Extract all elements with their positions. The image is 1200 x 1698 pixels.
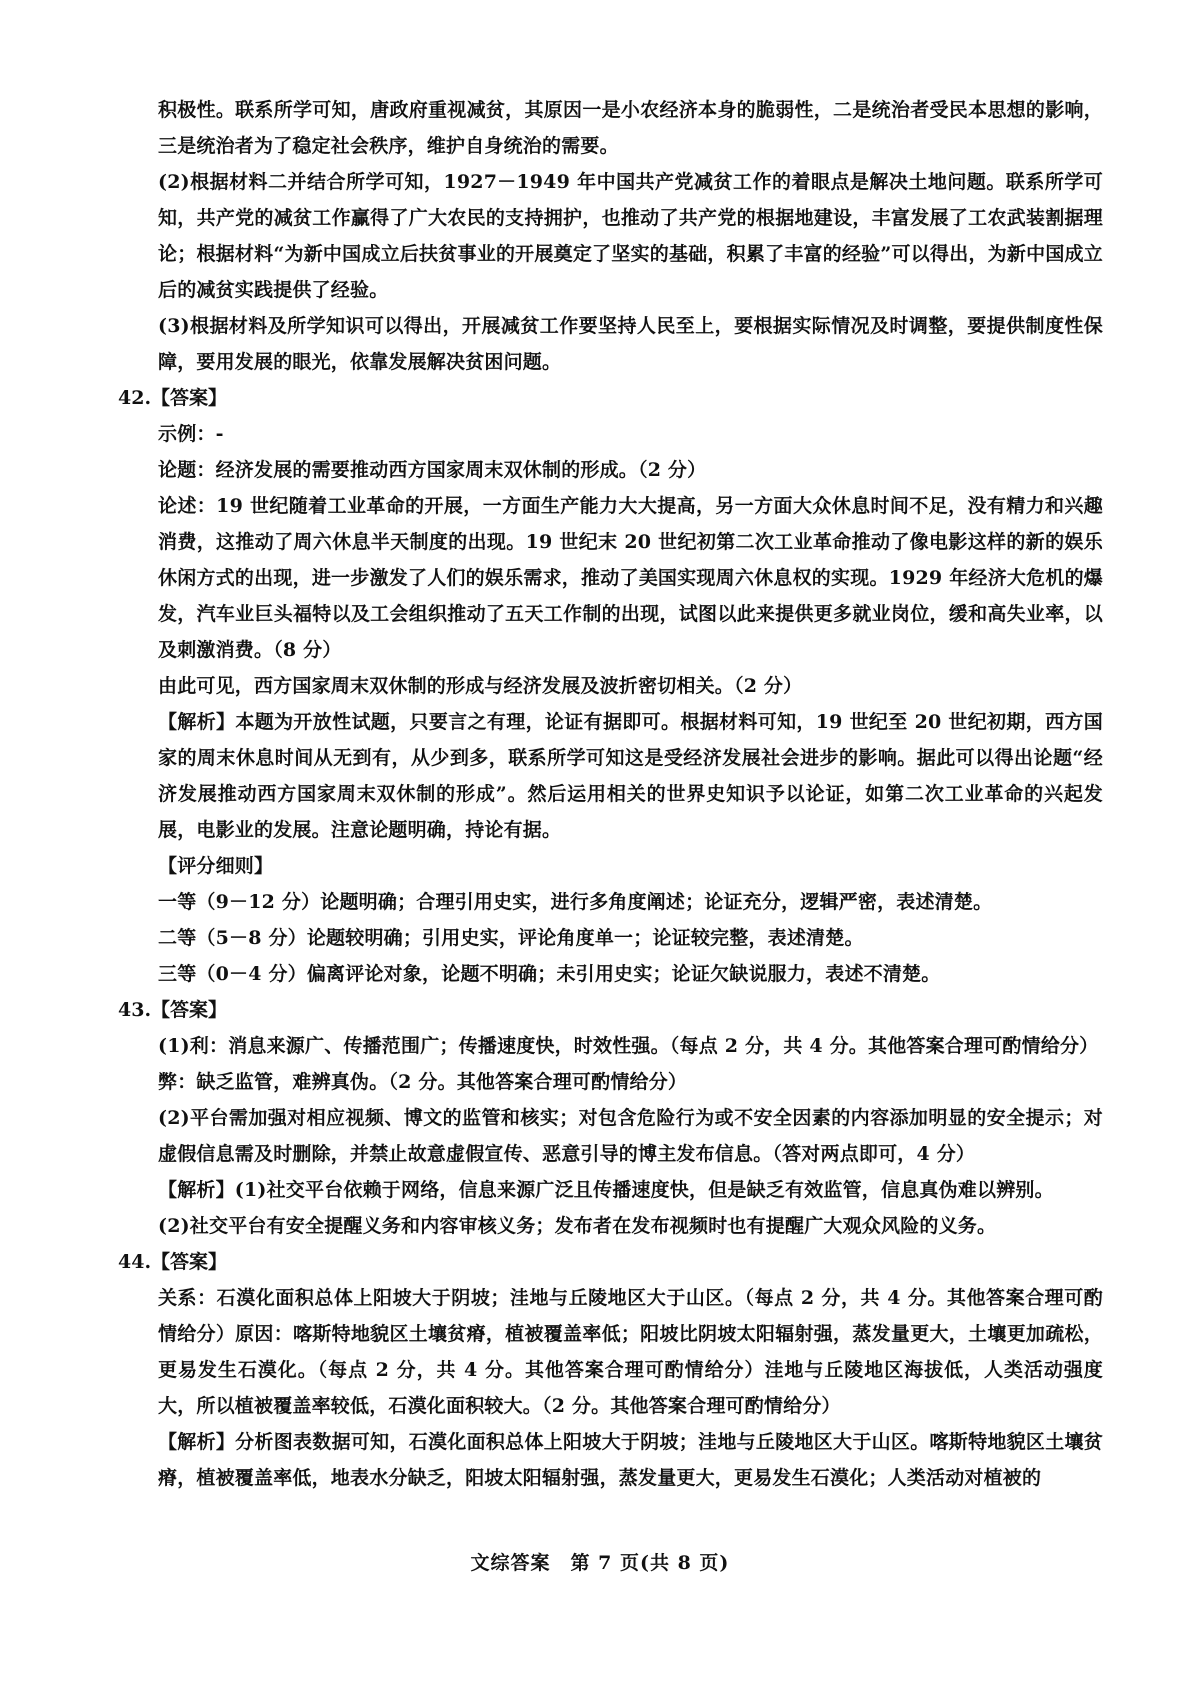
document-body	[118, 92, 1103, 1496]
answer-paragraph: 论题：经济发展的需要推动西方国家周末双休制的形成。（2 分）	[158, 459, 707, 481]
answer-paragraph: 三等（0－4 分）偏离评论对象，论题不明确；未引用史实；论证欠缺说服力，表述不清楚。	[158, 963, 941, 985]
answer-paragraph: (2)社交平台有安全提醒义务和内容审核义务；发布者在发布视频时也有提醒广大观众风险的义务。	[158, 1215, 997, 1237]
answer-paragraph: 【解析】分析图表数据可知，石漠化面积总体上阳坡大于阴坡；洼地与丘陵地区大于山区。喀斯特地貌区土壤贫瘠，植被覆盖率低，地表水分缺乏，阳坡太阳辐射强，蒸发量更大，更易发生石漠化；人类活动对植被的	[158, 1431, 1103, 1489]
answer-paragraph: (3)根据材料及所学知识可以得出，开展减贫工作要坚持人民至上，要根据实际情况及时调整，要提供制度性保障，要用发展的眼光，依靠发展解决贫困问题。	[158, 315, 1103, 373]
question-heading: 44.【答案】	[118, 1251, 228, 1273]
answer-paragraph: 关系：石漠化面积总体上阳坡大于阴坡；洼地与丘陵地区大于山区。（每点 2 分，共 4 分。其他答案合理可酌情给分）原因：喀斯特地貌区土壤贫瘠，植被覆盖率低；阳坡比阴坡太阳辐射强，蒸发量更大，土壤更加疏松，更易发生石漠化。（每点 2 分，共 4 分。其他答案合理可酌情给分）洼地与丘陵地区海拔低，人类活动强度大，所以植被覆盖率较低，石漠化面积较大。（2 分。其他答案合理可酌情给分）	[158, 1287, 1103, 1417]
answer-paragraph: 【解析】(1)社交平台依赖于网络，信息来源广泛且传播速度快，但是缺乏有效监管，信息真伪难以辨别。	[158, 1179, 1054, 1201]
answer-paragraph: 由此可见，西方国家周末双休制的形成与经济发展及波折密切相关。（2 分）	[158, 675, 803, 697]
answer-paragraph: 论述：19 世纪随着工业革命的开展，一方面生产能力大大提高，另一方面大众休息时间不足，没有精力和兴趣消费，这推动了周六休息半天制度的出现。19 世纪末 20 世纪初第二次工业革命推动了像电影这样的新的娱乐休闲方式的出现，进一步激发了人们的娱乐需求，推动了美国实现周六休息权的实现。1929 年经济大危机的爆发，汽车业巨头福特以及工会组织推动了五天工作制的出现，试图以此来提供更多就业岗位，缓和高失业率，以及刺激消费。（8 分）	[158, 495, 1103, 661]
page-footer: 文综答案 第 7 页(共 8 页)	[470, 1552, 730, 1574]
answer-paragraph: 积极性。联系所学可知，唐政府重视减贫，其原因一是小农经济本身的脆弱性，二是统治者受民本思想的影响，三是统治者为了稳定社会秩序，维护自身统治的需要。	[158, 99, 1103, 157]
answer-paragraph: 弊：缺乏监管，难辨真伪。（2 分。其他答案合理可酌情给分）	[158, 1071, 688, 1093]
answer-paragraph: 【解析】本题为开放性试题，只要言之有理，论证有据即可。根据材料可知，19 世纪至 20 世纪初期，西方国家的周末休息时间从无到有，从少到多，联系所学可知这是受经济发展社会进步的影响。据此可以得出论题“经济发展推动西方国家周末双休制的形成”。然后运用相关的世界史知识予以论证，如第二次工业革命的兴起发展，电影业的发展。注意论题明确，持论有据。	[158, 711, 1103, 841]
answer-paragraph: (2)根据材料二并结合所学可知，1927－1949 年中国共产党减贫工作的着眼点是解决土地问题。联系所学可知，共产党的减贫工作赢得了广大农民的支持拥护，也推动了共产党的根据地建设，丰富发展了工农武装割据理论；根据材料“为新中国成立后扶贫事业的开展奠定了坚实的基础，积累了丰富的经验”可以得出，为新中国成立后的减贫实践提供了经验。	[158, 171, 1103, 301]
answer-paragraph: (1)利：消息来源广、传播范围广；传播速度快，时效性强。（每点 2 分，共 4 分。其他答案合理可酌情给分）	[158, 1035, 1099, 1057]
question-heading: 43.【答案】	[118, 999, 228, 1021]
answer-paragraph: 【评分细则】	[158, 855, 274, 877]
answer-paragraph: (2)平台需加强对相应视频、博文的监管和核实；对包含危险行为或不安全因素的内容添加明显的安全提示；对虚假信息需及时删除，并禁止故意虚假宣传、恶意引导的博主发布信息。（答对两点即可，4 分）	[158, 1107, 1103, 1165]
answer-paragraph: 示例：-	[158, 423, 224, 445]
answer-paragraph: 二等（5－8 分）论题较明确；引用史实，评论角度单一；论证较完整，表述清楚。	[158, 927, 864, 949]
answer-paragraph: 一等（9－12 分）论题明确；合理引用史实，进行多角度阐述；论证充分，逻辑严密，表述清楚。	[158, 891, 993, 913]
question-heading: 42.【答案】	[118, 387, 228, 409]
